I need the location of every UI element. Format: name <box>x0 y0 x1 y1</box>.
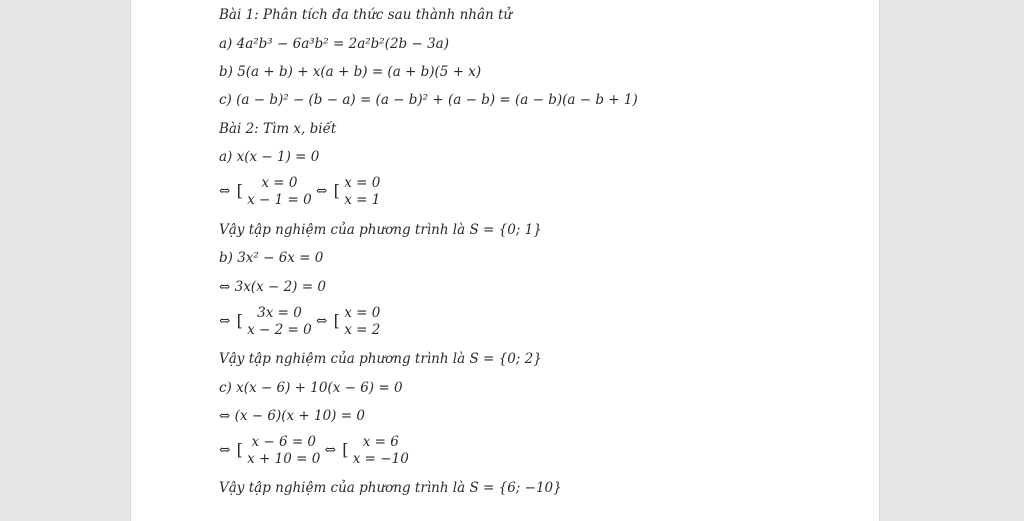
system-left-bottom: x − 2 = 0 <box>247 322 312 338</box>
bracket-symbol: [ <box>333 311 340 330</box>
system-right-top: x = 0 <box>344 305 381 321</box>
system-left <box>247 305 312 339</box>
exercise-2-heading: Bài 2: Tìm x, biết <box>219 121 337 137</box>
bracket-symbol: [ <box>236 181 243 200</box>
system-left-bottom: x − 1 = 0 <box>247 192 312 208</box>
equation-system-c <box>219 434 409 468</box>
solution-set-b: Vậy tập nghiệm của phương trình là S = {0; 2} <box>219 351 542 367</box>
exercise-2-part-c-step: ⇔ (x − 6)(x + 10) = 0 <box>219 408 365 424</box>
exercise-1-part-b: b) 5(a + b) + x(a + b) = (a + b)(5 + x) <box>219 64 482 80</box>
bracket-symbol: [ <box>333 181 340 200</box>
system-right-bottom: x = 2 <box>344 322 381 338</box>
equivalence-arrow: ⇔ <box>219 442 231 458</box>
system-right <box>353 434 409 468</box>
exercise-2-part-a: a) x(x − 1) = 0 <box>219 149 320 165</box>
exercise-2-part-c: c) x(x − 6) + 10(x − 6) = 0 <box>219 380 403 396</box>
system-right-bottom: x = 1 <box>344 192 381 208</box>
exercise-1-heading: Bài 1: Phân tích đa thức sau thành nhân tử <box>219 7 513 23</box>
bracket-symbol: [ <box>236 440 243 459</box>
solution-set-c: Vậy tập nghiệm của phương trình là S = {6; −10} <box>219 480 562 496</box>
equivalence-arrow: ⇔ <box>316 313 328 329</box>
equivalence-arrow: ⇔ <box>324 442 336 458</box>
system-right-top: x = 6 <box>362 434 399 450</box>
bracket-symbol: [ <box>342 440 349 459</box>
system-left-top: x = 0 <box>261 175 298 191</box>
exercise-1-part-a: a) 4a²b³ − 6a³b² = 2a²b²(2b − 3a) <box>219 36 450 52</box>
bracket-symbol: [ <box>236 311 243 330</box>
system-right-bottom: x = −10 <box>352 451 409 467</box>
system-left <box>247 434 320 468</box>
solution-set-a: Vậy tập nghiệm của phương trình là S = {0; 1} <box>219 222 542 238</box>
equation-system-a <box>219 175 380 209</box>
system-left-bottom: x + 10 = 0 <box>247 451 321 467</box>
exercise-1-part-c: c) (a − b)² − (b − a) = (a − b)² + (a − b) = (a − b)(a − b + 1) <box>219 92 638 108</box>
document-page <box>130 0 880 521</box>
equivalence-arrow: ⇔ <box>219 183 231 199</box>
equivalence-arrow: ⇔ <box>316 183 328 199</box>
system-right <box>344 305 380 339</box>
system-right-top: x = 0 <box>344 175 381 191</box>
exercise-2-part-b: b) 3x² − 6x = 0 <box>219 250 324 266</box>
system-left <box>247 175 312 209</box>
exercise-2-part-b-step: ⇔ 3x(x − 2) = 0 <box>219 279 326 295</box>
equivalence-arrow: ⇔ <box>219 313 231 329</box>
system-left-top: 3x = 0 <box>257 305 302 321</box>
system-left-top: x − 6 = 0 <box>251 434 317 450</box>
system-right <box>344 175 380 209</box>
equation-system-b <box>219 305 380 339</box>
